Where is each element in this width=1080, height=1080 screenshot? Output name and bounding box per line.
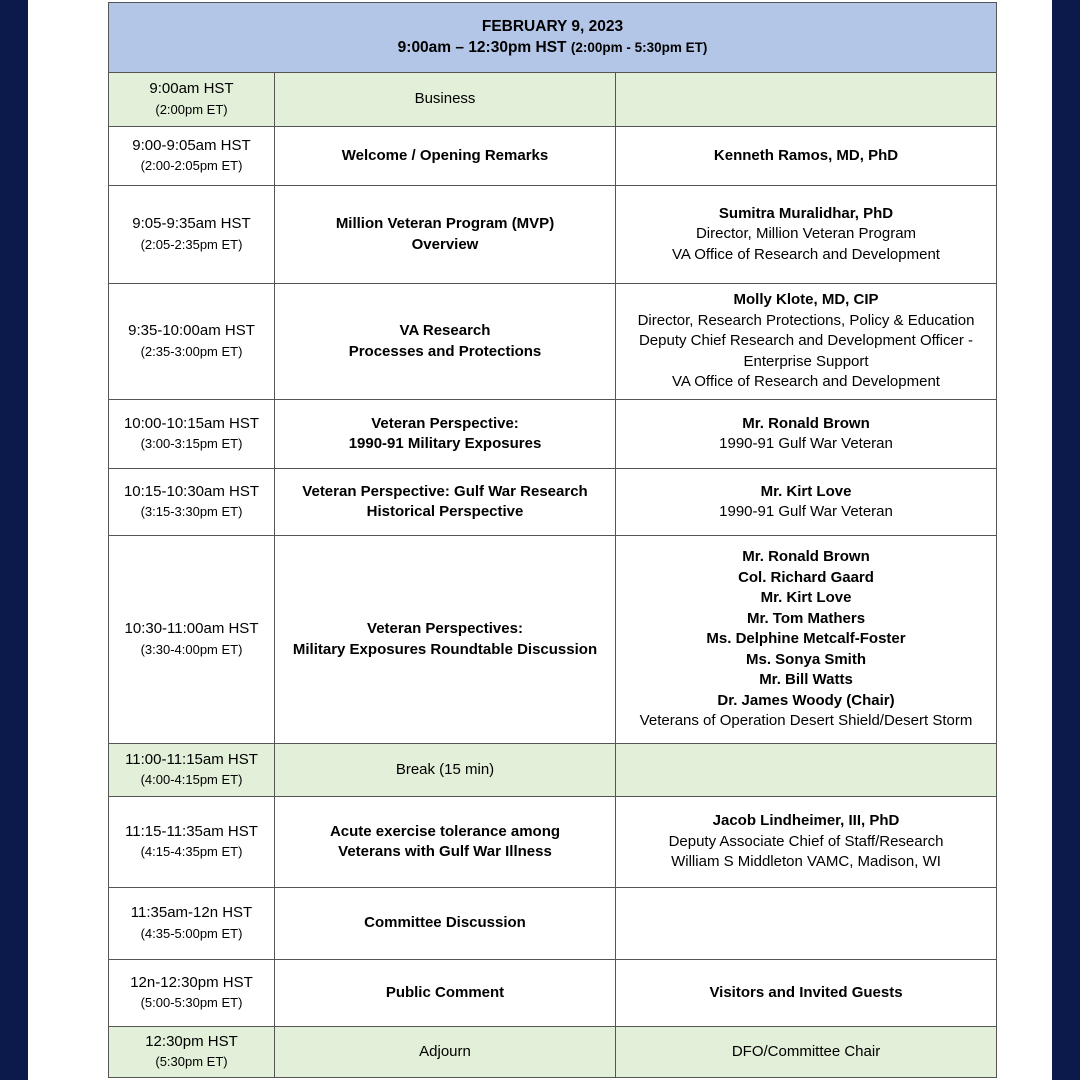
session-time-hst: 9:00am HST [149,80,234,97]
speaker-name: Sumitra Muralidhar, PhD [718,204,894,222]
speaker-name: Jacob Lindheimer, III, PhD [712,812,900,830]
speaker-name: Mr. Bill Watts [759,671,853,689]
session-speaker-cell [616,960,997,1027]
speaker-name: Ms. Delphine Metcalf-Foster [706,630,906,648]
session-title-cell [275,797,616,888]
session-title-line: Historical Perspective [366,503,524,520]
session-time-hst: 12n-12:30pm HST [130,973,253,991]
session-title-cell [275,186,616,284]
speaker-name: Visitors and Invited Guests [709,983,903,1001]
session-title-cell [275,888,616,960]
speaker-name: Dr. James Woody (Chair) [717,691,895,709]
session-title-cell [275,284,616,400]
agenda-row [109,127,997,186]
session-time-et: (5:30pm ET) [155,1054,228,1069]
agenda-time-hst: 9:00am – 12:30pm HST [397,38,567,56]
session-speaker-cell [616,186,997,284]
speaker-affiliation: VA Office of Research and Development [672,245,940,263]
speaker-affiliation: 1990-91 Gulf War Veteran [719,503,893,520]
session-time-cell [109,888,275,960]
session-time-cell [109,469,275,536]
agenda-date: FEBRUARY 9, 2023 [481,18,624,35]
session-time-cell [109,186,275,284]
session-time-et: (3:30-4:00pm ET) [140,641,243,657]
session-time-cell [109,960,275,1027]
session-time-cell [109,536,275,744]
session-time-hst: 10:15-10:30am HST [123,482,260,500]
session-title-cell [275,536,616,744]
session-time-et: (2:00-2:05pm ET) [140,158,243,173]
session-title-cell [275,127,616,186]
session-title-cell [275,400,616,469]
session-time-hst: 9:00-9:05am HST [132,136,251,154]
session-speaker-cell [616,73,997,127]
agenda-row [109,744,997,797]
session-title-line: Veteran Perspectives: [367,620,523,637]
agenda-row [109,888,997,960]
session-time-cell [109,400,275,469]
session-time-et: (3:15-3:30pm ET) [140,504,243,519]
session-time-et: (3:00-3:15pm ET) [140,436,243,451]
agenda-header-row [109,3,997,73]
speaker-name: Col. Richard Gaard [738,568,874,586]
agenda-time-range [115,38,990,59]
session-title-line: Military Exposures Roundtable Discussion [292,640,598,658]
session-speaker-cell [616,400,997,469]
session-title-cell [275,469,616,536]
agenda-header [109,3,997,73]
session-time-cell [109,1027,275,1078]
session-title-cell [275,1027,616,1078]
speaker-affiliation: Deputy Chief Research and Development Officer - [638,332,974,350]
session-title-line: Committee Discussion [364,914,526,932]
speaker-affiliation: Director, Million Veteran Program [695,225,917,243]
speaker-affiliation: Director, Research Protections, Policy & Education [637,311,975,329]
agenda-row [109,797,997,888]
session-time-hst: 10:30-11:00am HST [124,620,259,637]
session-speaker-cell [616,127,997,186]
speaker-name: Mr. Ronald Brown [742,414,870,432]
agenda-row [109,186,997,284]
session-time-et: (2:00pm ET) [155,101,228,117]
session-title-cell [275,744,616,797]
speaker-affiliation: William S Middleton VAMC, Madison, WI [671,853,941,871]
agenda-page [28,0,1052,1080]
session-time-cell [109,127,275,186]
session-time-hst: 11:35am-12n HST [130,904,253,921]
session-title-line: 1990-91 Military Exposures [348,435,542,452]
session-time-hst: 12:30pm HST [145,1032,238,1050]
session-title-line: Million Veteran Program (MVP) [335,215,555,232]
agenda-row [109,73,997,127]
speaker-affiliation: 1990-91 Gulf War Veteran [719,435,893,452]
session-time-hst: 9:35-10:00am HST [128,322,255,339]
session-time-et: (2:35-3:00pm ET) [140,343,243,359]
session-time-cell [109,284,275,400]
session-speaker-cell [616,744,997,797]
session-speaker-cell [616,797,997,888]
session-time-et: (4:15-4:35pm ET) [140,844,243,859]
session-speaker-cell [616,469,997,536]
agenda-row [109,1027,997,1078]
session-title-cell [275,960,616,1027]
session-title-line: Break (15 min) [395,760,495,778]
agenda-row [109,536,997,744]
speaker-name: Mr. Kirt Love [760,482,852,500]
session-title-line: Acute exercise tolerance among [329,822,561,840]
agenda-time-et: (2:00pm - 5:30pm ET) [570,39,708,55]
speaker-name: Ms. Sonya Smith [745,650,867,668]
agenda-row [109,469,997,536]
session-title-line: Overview [411,235,479,253]
speaker-name: Mr. Ronald Brown [742,548,870,566]
speaker-name: DFO/Committee Chair [731,1042,881,1060]
session-title-line: Welcome / Opening Remarks [341,146,549,164]
session-title-line: Business [414,90,476,108]
speaker-affiliation: Enterprise Support [743,352,869,370]
speaker-name: Mr. Kirt Love [760,589,852,607]
session-time-cell [109,73,275,127]
session-title-line: Processes and Protections [348,342,542,360]
agenda-row [109,960,997,1027]
session-time-et: (4:35-5:00pm ET) [140,925,243,941]
session-title-line: Adjourn [419,1042,471,1060]
agenda-table [108,2,997,1078]
speaker-affiliation: Veterans of Operation Desert Shield/Desert Storm [639,712,973,730]
agenda-row [109,400,997,469]
speaker-affiliation: VA Office of Research and Development [672,373,940,391]
session-time-cell [109,797,275,888]
speaker-name: Kenneth Ramos, MD, PhD [713,146,899,164]
session-title-line: Veteran Perspective: [371,414,519,432]
session-time-hst: 10:00-10:15am HST [123,414,260,432]
session-title-cell [275,73,616,127]
speaker-name: Molly Klote, MD, CIP [733,291,879,309]
session-title-line: Veterans with Gulf War Illness [338,843,552,860]
session-time-hst: 9:05-9:35am HST [132,215,251,232]
session-speaker-cell [616,284,997,400]
session-time-et: (5:00-5:30pm ET) [140,995,243,1010]
speaker-name: Mr. Tom Mathers [746,609,866,627]
session-speaker-cell [616,1027,997,1078]
session-time-cell [109,744,275,797]
session-title-line: Veteran Perspective: Gulf War Research [302,482,588,500]
session-time-et: (2:05-2:35pm ET) [140,236,243,252]
session-time-hst: 11:15-11:35am HST [125,822,258,840]
session-title-line: Public Comment [385,983,505,1001]
session-time-hst: 11:00-11:15am HST [125,750,258,768]
session-speaker-cell [616,536,997,744]
agenda-row [109,284,997,400]
session-time-et: (4:00-4:15pm ET) [140,772,243,787]
session-title-line: VA Research [399,322,491,339]
session-speaker-cell [616,888,997,960]
speaker-affiliation: Deputy Associate Chief of Staff/Research [668,832,944,850]
